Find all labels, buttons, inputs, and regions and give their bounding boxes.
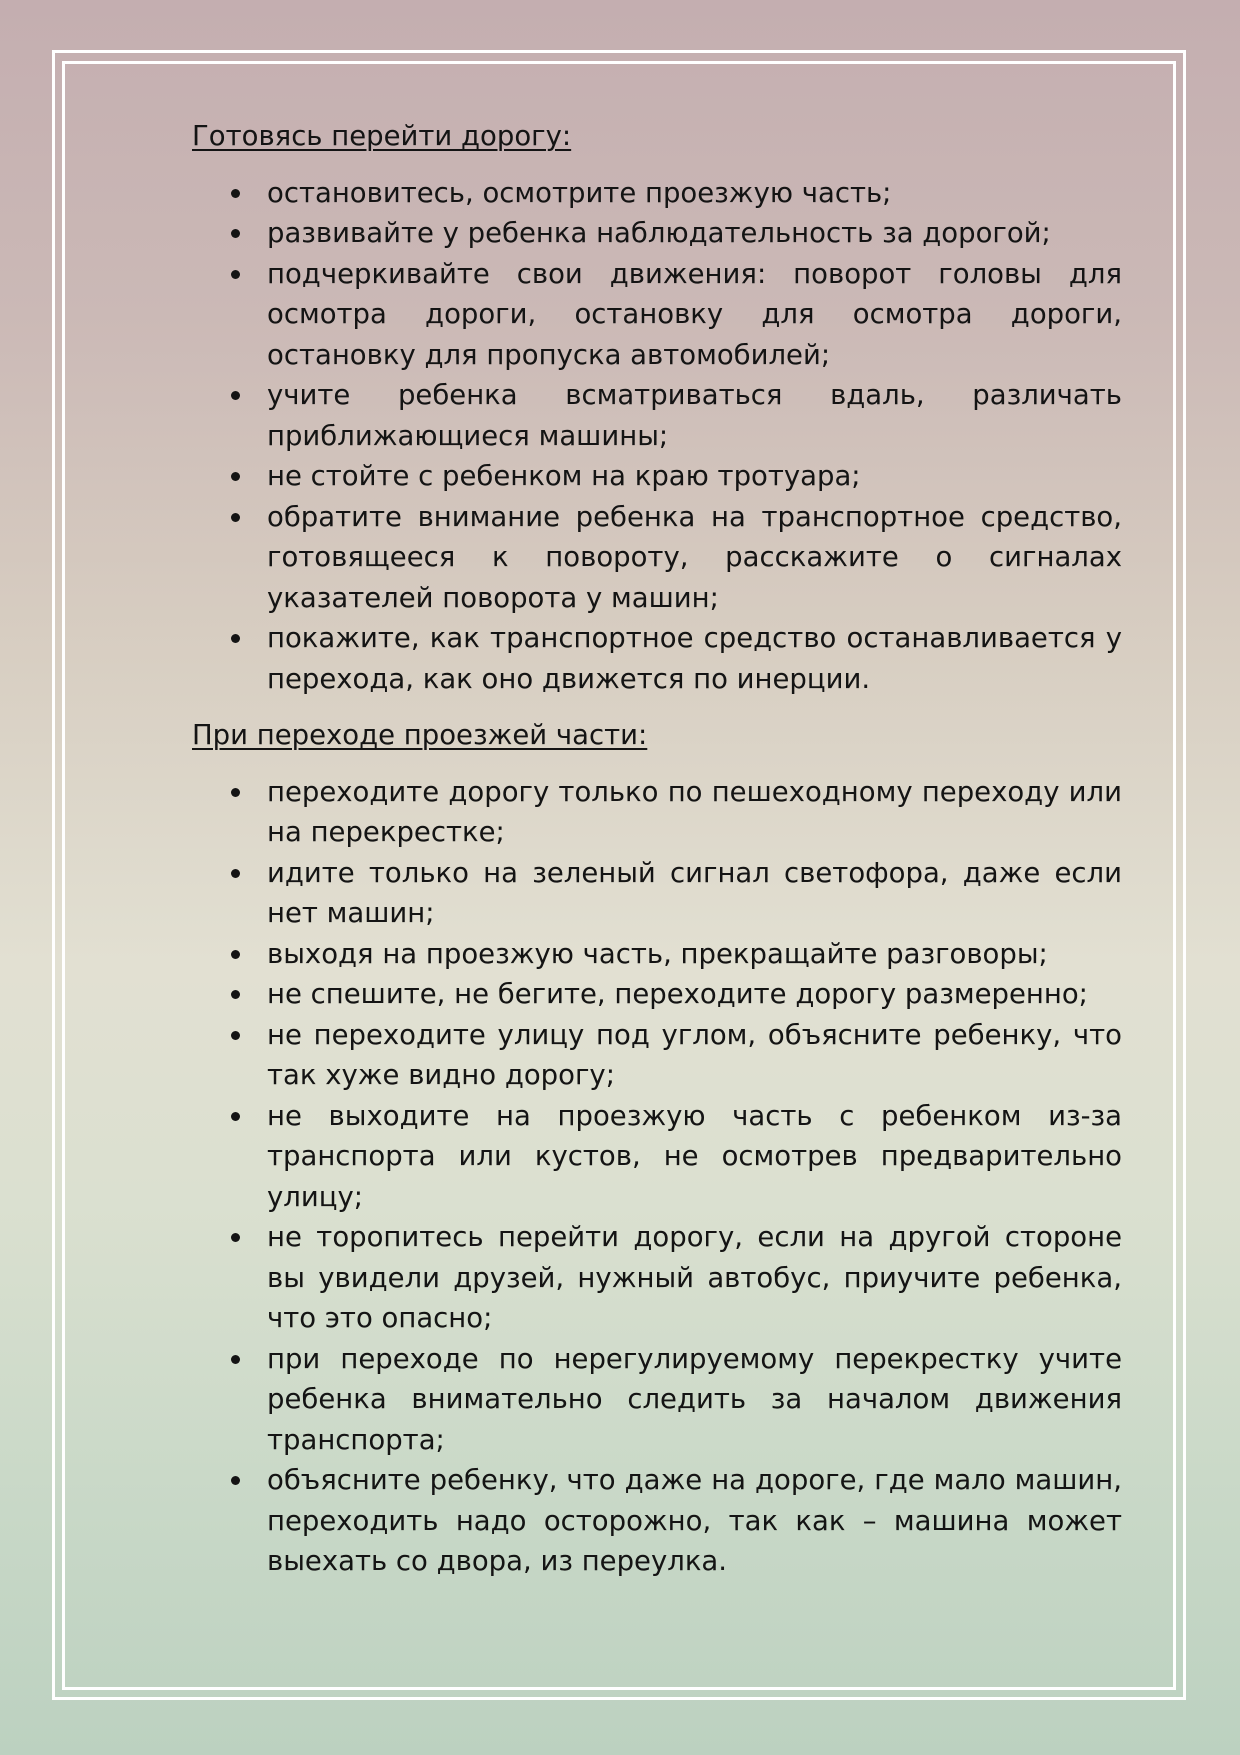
bullet-icon xyxy=(231,270,240,279)
list-item-text: развивайте у ребенка наблюдательность за дорогой; xyxy=(267,217,1051,249)
bullet-icon xyxy=(231,1233,240,1242)
list-item-text: подчеркивайте свои движения: поворот головы для осмотра дороги, остановку для осмотра дороги, остановку для пропуска автомобилей; xyxy=(267,257,1122,371)
list-item xyxy=(192,173,1122,214)
section-heading: Готовясь перейти дорогу: xyxy=(192,120,572,152)
list-item xyxy=(192,1339,1122,1461)
list-item-text: не переходите улицу под углом, объясните ребенку, что так хуже видно дорогу; xyxy=(267,1018,1122,1091)
bullet-icon xyxy=(231,788,240,797)
bullet-icon xyxy=(231,990,240,999)
list-item-text: не спешите, не бегите, переходите дорогу размеренно; xyxy=(267,978,1088,1010)
list-item-text: переходите дорогу только по пешеходному переходу или на перекрестке; xyxy=(267,775,1122,848)
bullet-icon xyxy=(231,513,240,522)
bullet-icon xyxy=(231,391,240,400)
bullet-icon xyxy=(231,1031,240,1040)
list-item xyxy=(192,934,1122,975)
bullet-icon xyxy=(231,229,240,238)
list-item-text: покажите, как транспортное средство останавливается у перехода, как оно движется по инерции. xyxy=(267,622,1122,695)
bullet-icon xyxy=(231,189,240,198)
document-content xyxy=(192,116,1122,1598)
list-item xyxy=(192,1096,1122,1218)
list-item-text: объясните ребенку, что даже на дороге, где мало машин, переходить надо осторожно, так как – машина может выехать со двора, из переулка. xyxy=(267,1464,1122,1577)
list-item xyxy=(192,772,1122,853)
list-item xyxy=(192,974,1122,1015)
list-item-text: не торопитесь перейти дорогу, если на другой стороне вы увидели друзей, нужный автобус, приучите ребенка, что это опасно; xyxy=(267,1221,1122,1334)
list-item-text: учите ребенка всматриваться вдаль, различать приближающиеся машины; xyxy=(267,379,1122,452)
bullet-icon xyxy=(231,869,240,878)
bullet-icon xyxy=(231,472,240,481)
list-item-text: идите только на зеленый сигнал светофора, даже если нет машин; xyxy=(267,856,1122,929)
list-item-text: обратите внимание ребенка на транспортное средство, готовящееся к повороту, расскажите о сигналах указателей поворота у машин; xyxy=(267,500,1122,614)
bullet-icon xyxy=(231,950,240,959)
section-before-crossing xyxy=(192,116,1122,699)
list-item xyxy=(192,853,1122,934)
list-item-text: не стойте с ребенком на краю тротуара; xyxy=(267,460,861,492)
list-item-text: при переходе по нерегулируемому перекрестку учите ребенка внимательно следить за началом движения транспорта; xyxy=(267,1342,1122,1456)
list-item-text: остановитесь, осмотрите проезжую часть; xyxy=(267,176,892,209)
list-item xyxy=(192,1217,1122,1339)
list-item-text: не выходите на проезжую часть с ребенком из-за транспорта или кустов, не осмотрев предварительно улицу; xyxy=(267,1099,1122,1213)
bullet-icon xyxy=(231,1112,240,1121)
list-item-text: выходя на проезжую часть, прекращайте разговоры; xyxy=(267,937,1048,970)
bullet-icon xyxy=(231,1355,240,1364)
list-item xyxy=(192,497,1122,619)
list-item xyxy=(192,1460,1122,1582)
list-item xyxy=(192,1015,1122,1096)
section-while-crossing xyxy=(192,715,1122,1582)
list-item xyxy=(192,254,1122,376)
bullet-list xyxy=(192,772,1122,1582)
bullet-icon xyxy=(231,634,240,643)
bullet-list xyxy=(192,173,1122,700)
section-heading: При переходе проезжей части: xyxy=(192,719,648,751)
list-item xyxy=(192,375,1122,456)
list-item xyxy=(192,456,1122,497)
list-item xyxy=(192,213,1122,254)
list-item xyxy=(192,618,1122,699)
bullet-icon xyxy=(231,1476,240,1485)
